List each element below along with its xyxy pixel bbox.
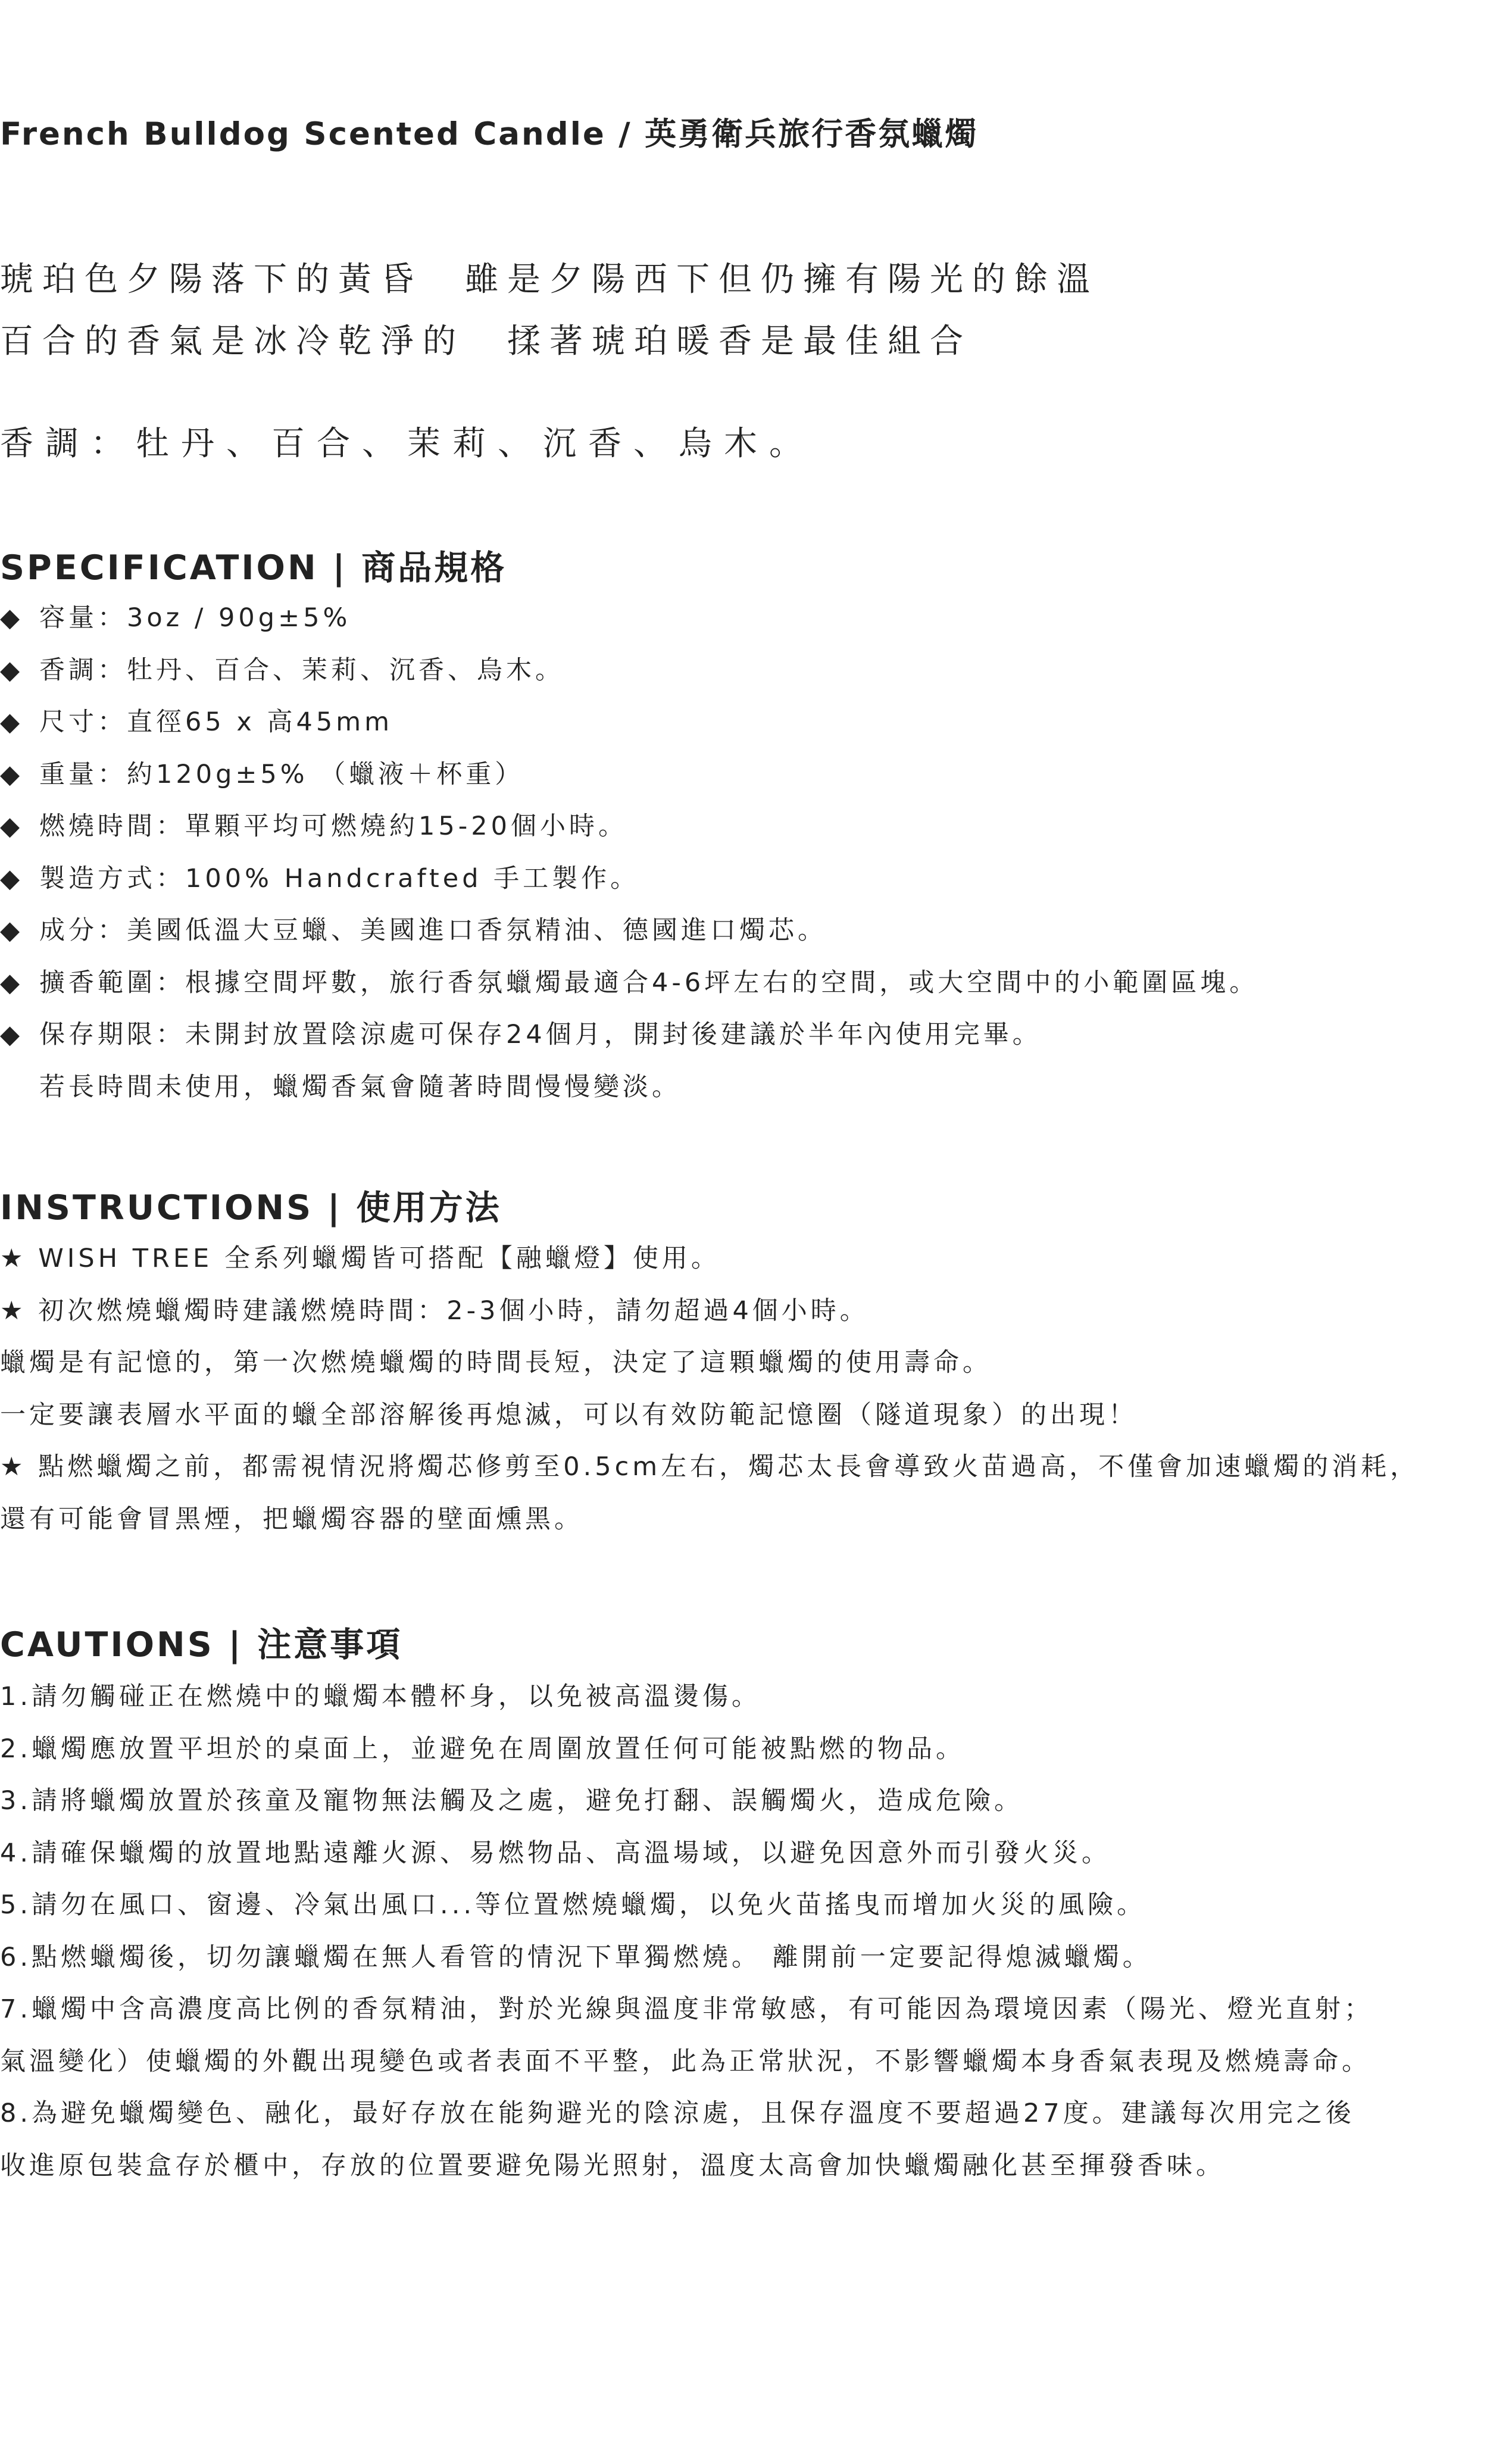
spec-item-text: 容量：3oz / 90g±5% bbox=[39, 603, 351, 633]
diamond-bullet-icon: ◆ bbox=[0, 916, 24, 945]
spec-item-text: 燃燒時間：單顆平均可燃燒約15-20個小時。 bbox=[39, 811, 627, 841]
specification-list bbox=[0, 592, 1487, 1113]
caution-line: 8.為避免蠟燭變色、融化，最好存放在能夠避光的陰涼處，且保存溫度不要超過27度。建議每次用完之後 bbox=[0, 2098, 1355, 2128]
caution-line: 氣溫變化）使蠟燭的外觀出現變色或者表面不平整，此為正常狀況，不影響蠟燭本身香氣表現及燃燒壽命。 bbox=[0, 2046, 1371, 2076]
spec-item-text: 擴香範圍：根據空間坪數，旅行香氛蠟燭最適合4-6坪左右的空間，或大空間中的小範圍區塊。 bbox=[39, 967, 1259, 998]
caution-line: 4.請確保蠟燭的放置地點遠離火源、易燃物品、高溫場域，以避免因意外而引發火災。 bbox=[0, 1838, 1111, 1868]
spec-item bbox=[0, 801, 1487, 853]
spec-item bbox=[0, 1009, 1487, 1061]
intro-paragraph bbox=[0, 249, 1487, 373]
instruction-line: 一定要讓表層水平面的蠟全部溶解後再熄滅，可以有效防範記憶圈（隧道現象）的出現！ bbox=[0, 1400, 1138, 1430]
product-title: French Bulldog Scented Candle / 英勇衛兵旅行香氛蠟燭 bbox=[0, 116, 979, 152]
spec-item bbox=[0, 853, 1487, 905]
instruction-line: ★ 初次燃燒蠟燭時建議燃燒時間：2-3個小時，請勿超過4個小時。 bbox=[0, 1295, 869, 1326]
spec-item bbox=[0, 957, 1487, 1010]
instructions-list bbox=[0, 1233, 1487, 1545]
spec-item-text: 重量：約120g±5% （蠟液＋杯重） bbox=[39, 759, 524, 789]
spec-item-text: 保存期限：未開封放置陰涼處可保存24個月，開封後建議於半年內使用完畢。 bbox=[39, 1020, 1042, 1050]
caution-line: 3.請將蠟燭放置於孩童及寵物無法觸及之處，避免打翻、誤觸燭火，造成危險。 bbox=[0, 1786, 1024, 1816]
spec-item-text: 香調：牡丹、百合、茉莉、沉香、烏木。 bbox=[39, 655, 564, 685]
spec-item-text: 尺寸：直徑65 x 高45mm bbox=[39, 707, 393, 737]
diamond-bullet-icon: ◆ bbox=[0, 967, 24, 998]
intro-line: 琥珀色夕陽落下的黃昏 雖是夕陽西下但仍擁有陽光的餘溫 bbox=[0, 260, 1099, 299]
instruction-line: ★ 點燃蠟燭之前，都需視情況將燭芯修剪至0.5cm左右，燭芯太長會導致火苗過高，不僅會加速蠟燭的消耗， bbox=[0, 1452, 1420, 1482]
spec-item bbox=[0, 592, 1487, 645]
spec-item bbox=[0, 697, 1487, 749]
spec-item-continuation bbox=[0, 1061, 1487, 1114]
spec-item-text: 成分：美國低溫大豆蠟、美國進口香氛精油、德國進口燭芯。 bbox=[39, 916, 827, 945]
diamond-bullet-icon: ◆ bbox=[0, 603, 24, 633]
instruction-line: 還有可能會冒黑煙，把蠟燭容器的壁面燻黑。 bbox=[0, 1504, 583, 1534]
diamond-bullet-icon: ◆ bbox=[0, 863, 24, 894]
caution-line: 1.請勿觸碰正在燃燒中的蠟燭本體杯身，以免被高溫燙傷。 bbox=[0, 1682, 761, 1712]
spec-item bbox=[0, 905, 1487, 957]
diamond-bullet-icon: ◆ bbox=[0, 759, 24, 789]
specification-heading: SPECIFICATION | 商品規格 bbox=[0, 548, 507, 588]
diamond-bullet-icon: ◆ bbox=[0, 1020, 24, 1050]
spec-item-text: 製造方式：100% Handcrafted 手工製作。 bbox=[39, 863, 640, 894]
diamond-bullet-icon: ◆ bbox=[0, 655, 24, 685]
instruction-line: ★ WISH TREE 全系列蠟燭皆可搭配【融蠟燈】使用。 bbox=[0, 1244, 720, 1273]
spec-item bbox=[0, 749, 1487, 801]
caution-line: 5.請勿在風口、窗邊、冷氣出風口...等位置燃燒蠟燭，以免火苗搖曳而增加火災的風險。 bbox=[0, 1890, 1147, 1920]
caution-line: 7.蠟燭中含高濃度高比例的香氛精油，對於光線與溫度非常敏感，有可能因為環境因素（陽光、燈光直射； bbox=[0, 1994, 1374, 2024]
caution-line: 收進原包裝盒存於櫃中，存放的位置要避免陽光照射，溫度太高會加快蠟燭融化甚至揮發香味。 bbox=[0, 2150, 1225, 2181]
instruction-line: 蠟燭是有記憶的，第一次燃燒蠟燭的時間長短，決定了這顆蠟燭的使用壽命。 bbox=[0, 1348, 992, 1378]
caution-line: 6.點燃蠟燭後，切勿讓蠟燭在無人看管的情況下單獨燃燒。 離開前一定要記得熄滅蠟燭。 bbox=[0, 1942, 1152, 1972]
scent-notes: 香調：牡丹、百合、茉莉、沉香、烏木。 bbox=[0, 424, 814, 463]
spec-continuation-text: 若長時間未使用，蠟燭香氣會隨著時間慢慢變淡。 bbox=[39, 1072, 681, 1102]
cautions-heading: CAUTIONS | 注意事項 bbox=[0, 1625, 403, 1664]
cautions-list bbox=[0, 1671, 1487, 2192]
spec-item bbox=[0, 645, 1487, 697]
intro-line: 百合的香氣是冰冷乾淨的 揉著琥珀暖香是最佳組合 bbox=[0, 322, 972, 361]
diamond-bullet-icon: ◆ bbox=[0, 811, 24, 841]
caution-line: 2.蠟燭應放置平坦於的桌面上，並避免在周圍放置任何可能被點燃的物品。 bbox=[0, 1734, 966, 1764]
diamond-bullet-icon: ◆ bbox=[0, 707, 24, 737]
instructions-heading: INSTRUCTIONS | 使用方法 bbox=[0, 1188, 502, 1228]
